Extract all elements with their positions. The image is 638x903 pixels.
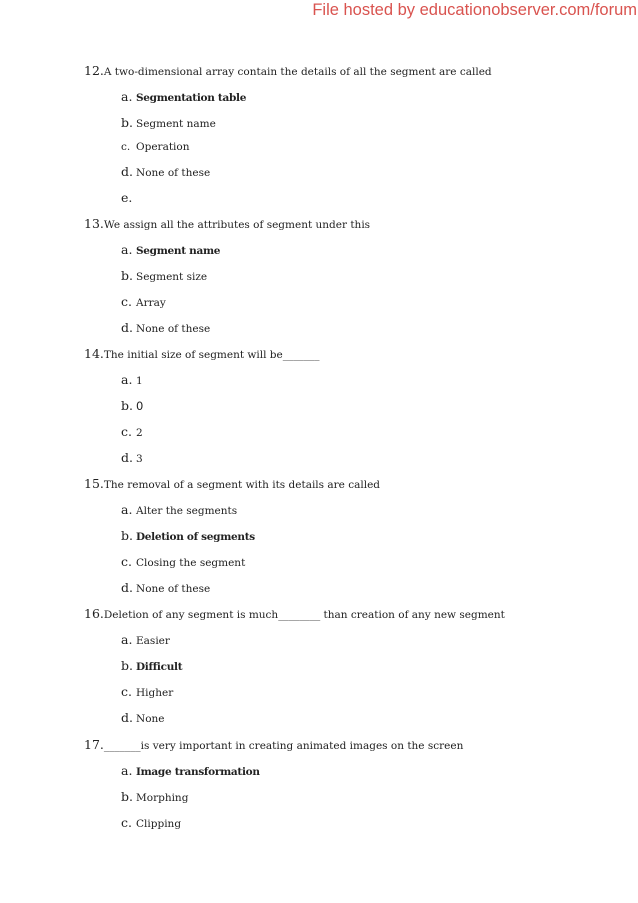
question-text: A two-dimensional array contain the details of all the segment are called [103, 66, 492, 78]
question-number: 12. [84, 63, 104, 78]
option-letter: b. [121, 398, 133, 413]
option-text: Segmentation table [136, 92, 247, 104]
option-letter: c. [121, 424, 132, 439]
option-17a [121, 764, 260, 779]
question-text: Deletion of any segment is much________ than creation of any new segment [103, 609, 505, 621]
option-16c [121, 685, 173, 700]
question-text: The removal of a segment with its details are called [103, 479, 381, 491]
question-number: 15. [84, 476, 104, 491]
option-text: Closing the segment [136, 557, 246, 569]
option-16b [121, 659, 182, 674]
option-letter: a. [121, 632, 133, 647]
option-15b [121, 529, 255, 544]
option-12b [121, 116, 216, 131]
option-text: Difficult [136, 661, 183, 673]
option-15a [121, 503, 237, 518]
question-14 [84, 347, 320, 362]
question-number: 13. [84, 216, 104, 231]
option-letter: a. [121, 372, 133, 387]
option-text: None of these [136, 167, 211, 179]
option-15d [121, 581, 210, 596]
option-14b [121, 399, 143, 414]
option-13c [121, 295, 166, 310]
option-letter: c. [121, 684, 132, 699]
option-text: None [136, 713, 165, 725]
option-letter: a. [121, 89, 133, 104]
option-text: Morphing [136, 792, 189, 804]
option-14c [121, 425, 143, 440]
option-text: Clipping [136, 818, 182, 830]
question-17 [84, 738, 463, 753]
option-12a [121, 90, 246, 105]
option-letter: c. [121, 554, 132, 569]
option-text: Segment name [136, 245, 221, 257]
option-letter: c. [121, 141, 131, 153]
question-text: We assign all the attributes of segment under this [103, 219, 371, 231]
option-letter: d. [121, 164, 133, 179]
option-12e [121, 191, 136, 206]
option-letter: b. [121, 658, 133, 673]
option-letter: b. [121, 528, 133, 543]
question-text: The initial size of segment will be_______ [103, 349, 320, 361]
question-text: _______is very important in creating animated images on the screen [103, 740, 464, 752]
option-17b [121, 790, 188, 805]
hosting-banner: File hosted by educationobserver.com/forum [312, 1, 637, 19]
question-13 [84, 217, 370, 232]
option-text: 2 [136, 427, 143, 439]
option-text: Higher [136, 687, 174, 699]
option-13b [121, 269, 207, 284]
option-letter: a. [121, 763, 133, 778]
option-letter: b. [121, 268, 133, 283]
option-text: Alter the segments [136, 505, 238, 517]
option-letter: d. [121, 710, 133, 725]
option-text: None of these [136, 323, 211, 335]
option-13d [121, 321, 210, 336]
option-12d [121, 165, 210, 180]
option-text: Segment name [136, 118, 216, 130]
option-text: Easier [136, 635, 170, 647]
option-17c [121, 816, 181, 831]
option-16d [121, 711, 165, 726]
option-letter: e. [121, 190, 133, 205]
option-16a [121, 633, 170, 648]
option-letter: b. [121, 115, 133, 130]
option-12c [121, 140, 189, 154]
option-letter: d. [121, 580, 133, 595]
option-text: Image transformation [136, 766, 260, 778]
option-text: Deletion of segments [136, 531, 255, 543]
question-12 [84, 64, 492, 79]
option-text: 1 [136, 375, 143, 387]
option-text: Operation [136, 141, 190, 153]
option-text: Array [136, 297, 166, 309]
option-text: Segment size [136, 271, 208, 283]
option-text: 0 [136, 399, 144, 413]
option-15c [121, 555, 245, 570]
option-letter: b. [121, 789, 133, 804]
question-number: 14. [84, 346, 104, 361]
question-15 [84, 477, 380, 492]
question-16 [84, 607, 505, 622]
option-14d [121, 451, 143, 466]
option-letter: c. [121, 815, 132, 830]
option-14a [121, 373, 143, 388]
option-letter: c. [121, 294, 132, 309]
option-text: None of these [136, 583, 211, 595]
option-letter: d. [121, 450, 133, 465]
question-number: 16. [84, 606, 104, 621]
option-letter: a. [121, 502, 133, 517]
option-letter: d. [121, 320, 133, 335]
question-number: 17. [84, 737, 104, 752]
option-letter: a. [121, 242, 133, 257]
option-text: 3 [136, 453, 143, 465]
option-13a [121, 243, 220, 258]
